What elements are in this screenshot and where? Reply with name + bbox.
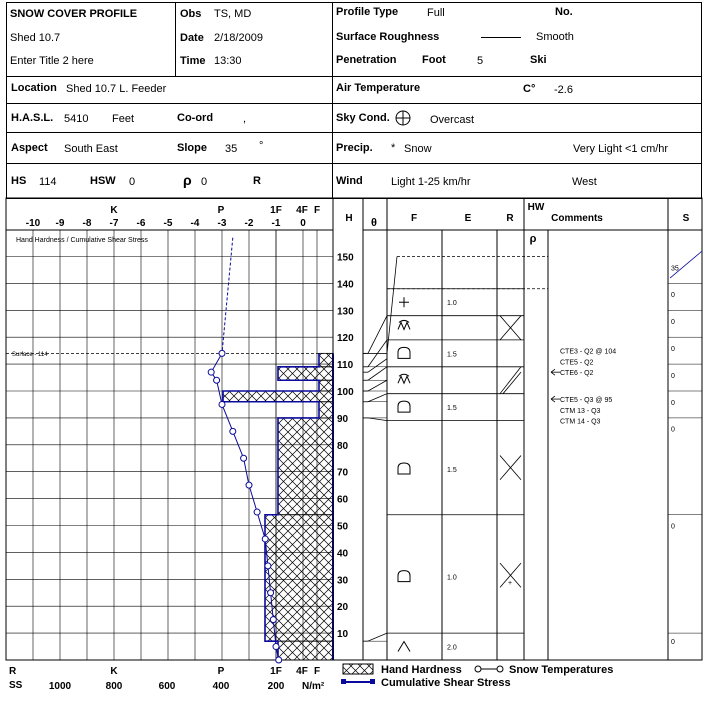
- test-comment: CTE5 - Q3 @ 95: [560, 397, 613, 405]
- table-connector: [368, 359, 387, 372]
- grain-rounded-icon: [398, 463, 410, 474]
- hardness-plus-mark: +: [508, 579, 513, 587]
- wind-direction: West: [572, 176, 597, 188]
- col-comments: Comments: [551, 213, 603, 224]
- grain-rounded-icon: [398, 347, 410, 358]
- bottom-hardness-p: P: [217, 666, 225, 677]
- height-tick: 150: [337, 252, 354, 264]
- hardness-slash-mark: [503, 372, 521, 394]
- temperature-tick: -3: [217, 218, 227, 229]
- height-tick: 20: [337, 602, 349, 614]
- roughness-value: Smooth: [536, 31, 574, 43]
- hardness-layer: [319, 353, 333, 366]
- temperature-point: [273, 644, 279, 650]
- hardness-layer: [319, 402, 333, 418]
- top-hardness-k: K: [110, 205, 118, 216]
- top-hardness-p: P: [217, 205, 225, 216]
- ss-unit: N/m²: [302, 681, 325, 692]
- temperature-point: [230, 428, 236, 434]
- height-tick-labels: [337, 253, 354, 641]
- wind-value: Light 1-25 km/hr: [391, 176, 471, 188]
- location-label: Location: [11, 82, 57, 94]
- temperature-tick: -2: [244, 218, 254, 229]
- s-value: 35: [671, 265, 679, 273]
- temperature-tick: -7: [109, 218, 119, 229]
- temperature-tick: -6: [136, 218, 146, 229]
- sky-label: Sky Cond.: [336, 112, 390, 124]
- height-tick: 40: [337, 548, 349, 560]
- temperature-point: [268, 590, 274, 596]
- hardness-layer: [278, 641, 333, 660]
- height-tick: 90: [337, 413, 349, 425]
- layer-table: [363, 251, 702, 651]
- ss-tick-400: 400: [212, 681, 230, 692]
- hsw-value: 0: [129, 176, 136, 188]
- s-value: 0: [671, 372, 675, 380]
- top-hardness-1f: 1F: [270, 205, 282, 216]
- aspect-value: South East: [64, 143, 118, 155]
- legend-hand-hardness: Hand Hardness: [381, 664, 462, 676]
- ss-tick-200: 200: [267, 681, 285, 692]
- rho-label: ρ: [183, 172, 192, 188]
- col-rho: ρ: [529, 233, 537, 245]
- height-tick: 60: [337, 494, 349, 506]
- rho-value: 0: [201, 176, 208, 188]
- temperature-point: [208, 369, 214, 375]
- height-tick: 70: [337, 467, 349, 479]
- air-temp-value: -2.6: [554, 84, 573, 96]
- grain-size: 1.0: [447, 574, 457, 582]
- temperature-point: [262, 536, 268, 542]
- test-comment: CTE3 - Q2 @ 104: [560, 348, 617, 356]
- col-e: E: [464, 213, 472, 224]
- bottom-hardness-f: F: [313, 666, 321, 677]
- hasl-value: 5410: [64, 113, 89, 125]
- hs-label: HS: [11, 175, 27, 187]
- s-value: 0: [671, 426, 675, 434]
- s-value: 0: [671, 639, 675, 647]
- profile-title: SNOW COVER PROFILE: [10, 8, 138, 20]
- profile-type-value: Full: [427, 7, 445, 19]
- coord-value: ,: [243, 113, 247, 125]
- profile-type-label: Profile Type: [336, 6, 399, 18]
- height-tick: 120: [337, 333, 354, 345]
- hsw-label: HSW: [90, 175, 116, 187]
- s-value: 0: [671, 399, 675, 407]
- air-temp-unit: C°: [523, 83, 536, 95]
- temperature-point: [214, 377, 220, 383]
- slope-unit: °: [259, 140, 264, 152]
- time-label: Time: [180, 55, 206, 67]
- s-value: 0: [671, 319, 675, 327]
- temperature-tick: -10: [25, 218, 41, 229]
- hasl-unit: Feet: [112, 113, 135, 125]
- temperature-tick: -8: [82, 218, 92, 229]
- height-tick: 50: [337, 521, 349, 533]
- bottom-hardness-1f: 1F: [270, 666, 282, 677]
- grain-size: 1.5: [447, 405, 457, 413]
- table-connector: [368, 633, 387, 641]
- grain-size: 2.0: [447, 644, 457, 652]
- grain-faceted-icon: [398, 376, 410, 383]
- hardness-layer: [223, 391, 333, 402]
- coord-label: Co-ord: [177, 112, 214, 124]
- slope-value: 35: [225, 143, 238, 155]
- table-connector: [368, 380, 387, 391]
- temperature-tick: -5: [163, 218, 173, 229]
- obs-value: TS, MD: [214, 8, 252, 20]
- height-tick: 130: [337, 306, 354, 318]
- height-tick: 30: [337, 575, 349, 587]
- wind-label: Wind: [336, 175, 363, 187]
- table-connector: [387, 257, 397, 354]
- precip-symbol: *: [391, 142, 396, 154]
- temperature-tick: 0: [300, 218, 306, 229]
- air-temperature-line: [222, 238, 233, 354]
- test-comment: CTE5 - Q2: [560, 359, 594, 367]
- col-f: F: [410, 213, 418, 224]
- sky-value: Overcast: [430, 114, 475, 126]
- table-connector: [368, 316, 387, 354]
- foot-value: 5: [477, 55, 484, 67]
- grain-faceted-icon: [399, 320, 409, 322]
- test-comment: CTE6 - Q2: [560, 370, 594, 378]
- top-hardness-f: F: [313, 205, 321, 216]
- temperature-point: [219, 401, 225, 407]
- title-2: Enter Title 2 here: [10, 55, 94, 67]
- number-label: No.: [555, 6, 573, 18]
- temperature-point: [219, 350, 225, 356]
- table-connector: [368, 367, 387, 380]
- site-name: Shed 10.7: [10, 32, 61, 44]
- hardness-shear-note: Hand Hardness / Cumulative Shear Stress: [16, 237, 148, 244]
- grain-size: 1.5: [447, 351, 457, 359]
- date-label: Date: [180, 32, 204, 44]
- col-h: H: [345, 213, 353, 224]
- legend-temp-marker-b: [497, 666, 503, 672]
- temperature-tick: -9: [55, 218, 65, 229]
- col-r: R: [506, 213, 514, 224]
- hardness-slash-mark: [500, 367, 521, 394]
- hardness-layer: [319, 380, 333, 391]
- foot-label: Foot: [422, 54, 446, 66]
- ss-tick-600: 600: [158, 681, 176, 692]
- roughness-label: Surface Roughness: [336, 31, 440, 43]
- obs-label: Obs: [180, 8, 202, 20]
- temperature-point: [276, 657, 282, 663]
- hand-hardness-layers: [6, 353, 333, 660]
- legend-cumulative-shear: Cumulative Shear Stress: [381, 677, 511, 689]
- table-connector: [368, 418, 387, 421]
- temperature-point: [254, 509, 260, 515]
- s-value: 0: [671, 523, 675, 531]
- air-temp-label: Air Temperature: [336, 82, 421, 94]
- height-tick: 80: [337, 440, 349, 452]
- temperature-tick: -1: [271, 218, 281, 229]
- grain-rounded-icon: [398, 571, 410, 582]
- col-s: S: [682, 213, 690, 224]
- grain-size: 1.0: [447, 300, 457, 308]
- temperature-point: [270, 617, 276, 623]
- date-value: 2/18/2009: [214, 32, 263, 44]
- grain-faceted-icon: [399, 374, 409, 376]
- test-comment: CTM 13 - Q3: [560, 407, 601, 415]
- aspect-label: Aspect: [11, 142, 48, 154]
- bottom-hardness-k: K: [110, 666, 118, 677]
- s-value: 0: [671, 345, 675, 353]
- top-hardness-4f: 4F: [296, 205, 308, 216]
- grain-rounded-icon: [398, 401, 410, 412]
- surface-label: Surface - 114: [12, 352, 48, 358]
- bottom-hardness-4f: 4F: [296, 666, 308, 677]
- temperature-point: [265, 563, 271, 569]
- precip-rate: Very Light <1 cm/hr: [573, 143, 669, 155]
- height-tick: 140: [337, 279, 354, 291]
- col-hw: HW: [527, 202, 545, 213]
- test-comment: CTM 14 - Q3: [560, 418, 601, 426]
- grain-depth-hoar-icon: [398, 642, 410, 652]
- temperature-tick-labels: [26, 218, 306, 229]
- col-theta: θ: [371, 217, 377, 229]
- legend-shear-marker-a: [341, 679, 346, 684]
- hasl-label: H.A.S.L.: [11, 112, 54, 124]
- hs-value: 114: [39, 176, 57, 188]
- height-tick: 10: [337, 629, 349, 641]
- height-tick: 100: [337, 387, 354, 398]
- temperature-tick: -4: [190, 218, 200, 229]
- precip-value: Snow: [404, 143, 432, 155]
- table-connector: [368, 394, 387, 402]
- bottom-r-label: R: [9, 666, 17, 677]
- hardness-layer: [278, 418, 333, 515]
- r-label: R: [253, 175, 261, 187]
- hardness-layer: [278, 367, 333, 380]
- grain-faceted-icon: [398, 322, 410, 329]
- bottom-ss-label: SS: [9, 680, 23, 691]
- legend-hardness-swatch: [343, 664, 373, 674]
- ss-tick-1000: 1000: [48, 681, 72, 692]
- location-value: Shed 10.7 L. Feeder: [66, 83, 167, 95]
- temperature-point: [241, 455, 247, 461]
- precip-label: Precip.: [336, 142, 373, 154]
- legend-snow-temperatures: Snow Temperatures: [509, 664, 614, 676]
- grain-size: 1.5: [447, 467, 457, 475]
- slope-label: Slope: [177, 142, 207, 154]
- ss-tick-800: 800: [105, 681, 123, 692]
- temperature-point: [246, 482, 252, 488]
- s-value: 0: [671, 292, 675, 300]
- penetration-label: Penetration: [336, 54, 397, 66]
- legend-temp-marker-a: [475, 666, 481, 672]
- ski-label: Ski: [530, 54, 547, 66]
- legend-shear-marker-b: [370, 679, 375, 684]
- height-tick: 110: [337, 360, 354, 372]
- time-value: 13:30: [214, 55, 242, 67]
